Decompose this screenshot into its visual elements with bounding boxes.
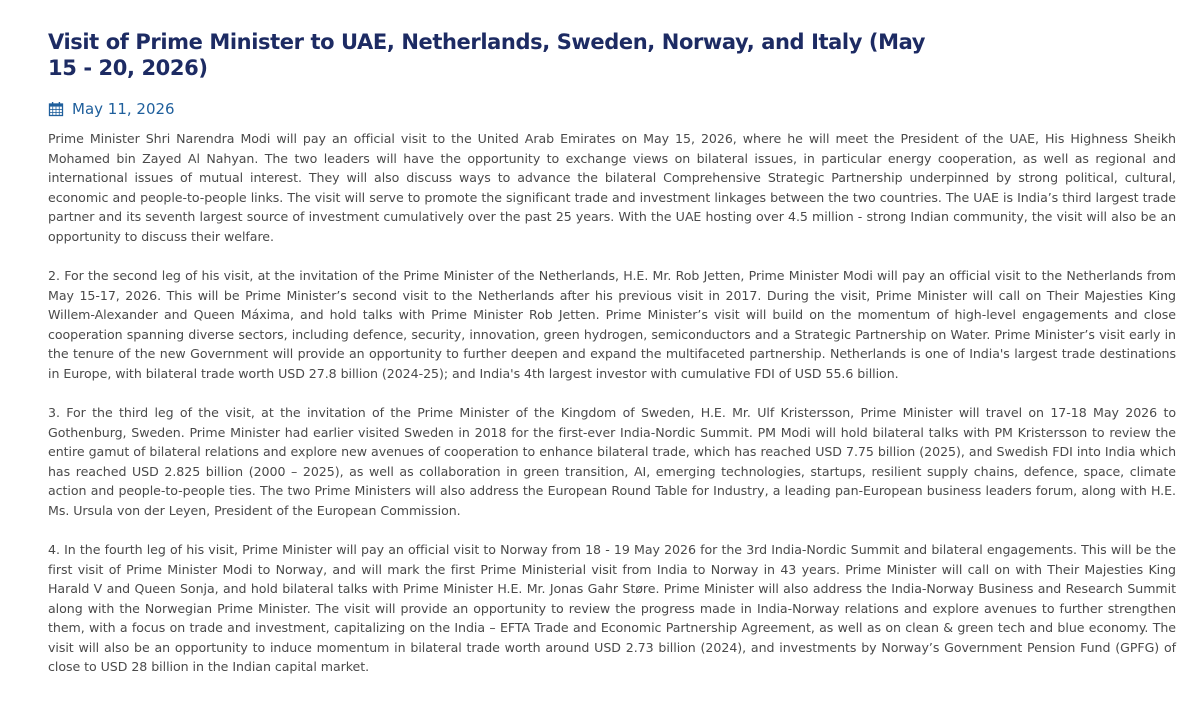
page-title: Visit of Prime Minister to UAE, Netherlands, Sweden, Norway, and Italy (May 15 - 20, 2026)	[48, 30, 925, 80]
article-body	[48, 129, 1176, 677]
paragraph-netherlands: 2. For the second leg of his visit, at the invitation of the Prime Minister of the Netherlands, H.E. Mr. Rob Jetten, Prime Minister Modi will pay an official visit to the Netherlands from May 15-17, 2026. This will be Prime Minister’s second visit to the Netherlands after his previous visit in 2017. During the visit, Prime Minister will call on Their Majesties King Willem-Alexander and Queen Máxima, and hold talks with Prime Minister Rob Jetten. Prime Minister’s visit will build on the momentum of high-level engagements and close cooperation spanning diverse sectors, including defence, security, innovation, green hydrogen, semiconductors and a Strategic Partnership on Water. Prime Minister’s visit early in the tenure of the new Government will provide an opportunity to further deepen and expand the multifaceted partnership. Netherlands is one of India's largest trade destinations in Europe, with bilateral trade worth USD 27.8 billion (2024-25); and India's 4th largest investor with cumulative FDI of USD 55.6 billion.	[48, 268, 1176, 381]
publish-date-row	[48, 98, 1176, 120]
publish-date: May 11, 2026	[72, 100, 175, 118]
paragraph-norway: 4. In the fourth leg of his visit, Prime Minister will pay an official visit to Norway from 18 - 19 May 2026 for the 3rd India-Nordic Summit and bilateral engagements. This will be the first visit of Prime Minister Modi to Norway, and will mark the first Prime Ministerial visit from India to Norway in 43 years. Prime Minister will call on with Their Majesties King Harald V and Queen Sonja, and hold bilateral talks with Prime Minister H.E. Mr. Jonas Gahr Støre. Prime Minister will also address the India-Norway Business and Research Summit along with the Norwegian Prime Minister. The visit will provide an opportunity to review the progress made in India-Norway relations and explore avenues to further strengthen them, with a focus on trade and investment, capitalizing on the India – EFTA Trade and Economic Partnership Agreement, as well as on clean & green tech and blue economy. The visit will also be an opportunity to induce momentum in bilateral trade worth around USD 2.73 billion (2024), and investments by Norway’s Government Pension Fund (GPFG) of close to USD 28 billion in the Indian capital market.	[48, 542, 1176, 674]
paragraph-uae: Prime Minister Shri Narendra Modi will pay an official visit to the United Arab Emirates on May 15, 2026, where he will meet the President of the UAE, His Highness Sheikh Mohamed bin Zayed Al Nahyan. The two leaders will have the opportunity to exchange views on bilateral issues, in particular energy cooperation, as well as regional and international issues of mutual interest. They will also discuss ways to advance the bilateral Comprehensive Strategic Partnership underpinned by strong political, cultural, economic and people-to-people links. The visit will serve to promote the significant trade and investment linkages between the two countries. The UAE is India’s third largest trade partner and its seventh largest source of investment cumulatively over the past 25 years. With the UAE hosting over 4.5 million - strong Indian community, the visit will also be an opportunity to discuss their welfare.	[48, 131, 1176, 244]
paragraph-sweden: 3. For the third leg of the visit, at the invitation of the Prime Minister of the Kingdom of Sweden, H.E. Mr. Ulf Kristersson, Prime Minister will travel on 17-18 May 2026 to Gothenburg, Sweden. Prime Minister had earlier visited Sweden in 2018 for the first-ever India-Nordic Summit. PM Modi will hold bilateral talks with PM Kristersson to review the entire gamut of bilateral relations and explore new avenues of cooperation to enhance bilateral trade, which has reached USD 7.75 billion (2025), and Swedish FDI into India which has reached USD 2.825 billion (2000 – 2025), as well as collaboration in green transition, AI, emerging technologies, startups, resilient supply chains, defence, space, climate action and people-to-people ties. The two Prime Ministers will also address the European Round Table for Industry, a leading pan-European business leaders forum, along with H.E. Ms. Ursula von der Leyen, President of the European Commission.	[48, 405, 1176, 518]
calendar-icon	[48, 101, 64, 117]
article	[48, 0, 1176, 697]
